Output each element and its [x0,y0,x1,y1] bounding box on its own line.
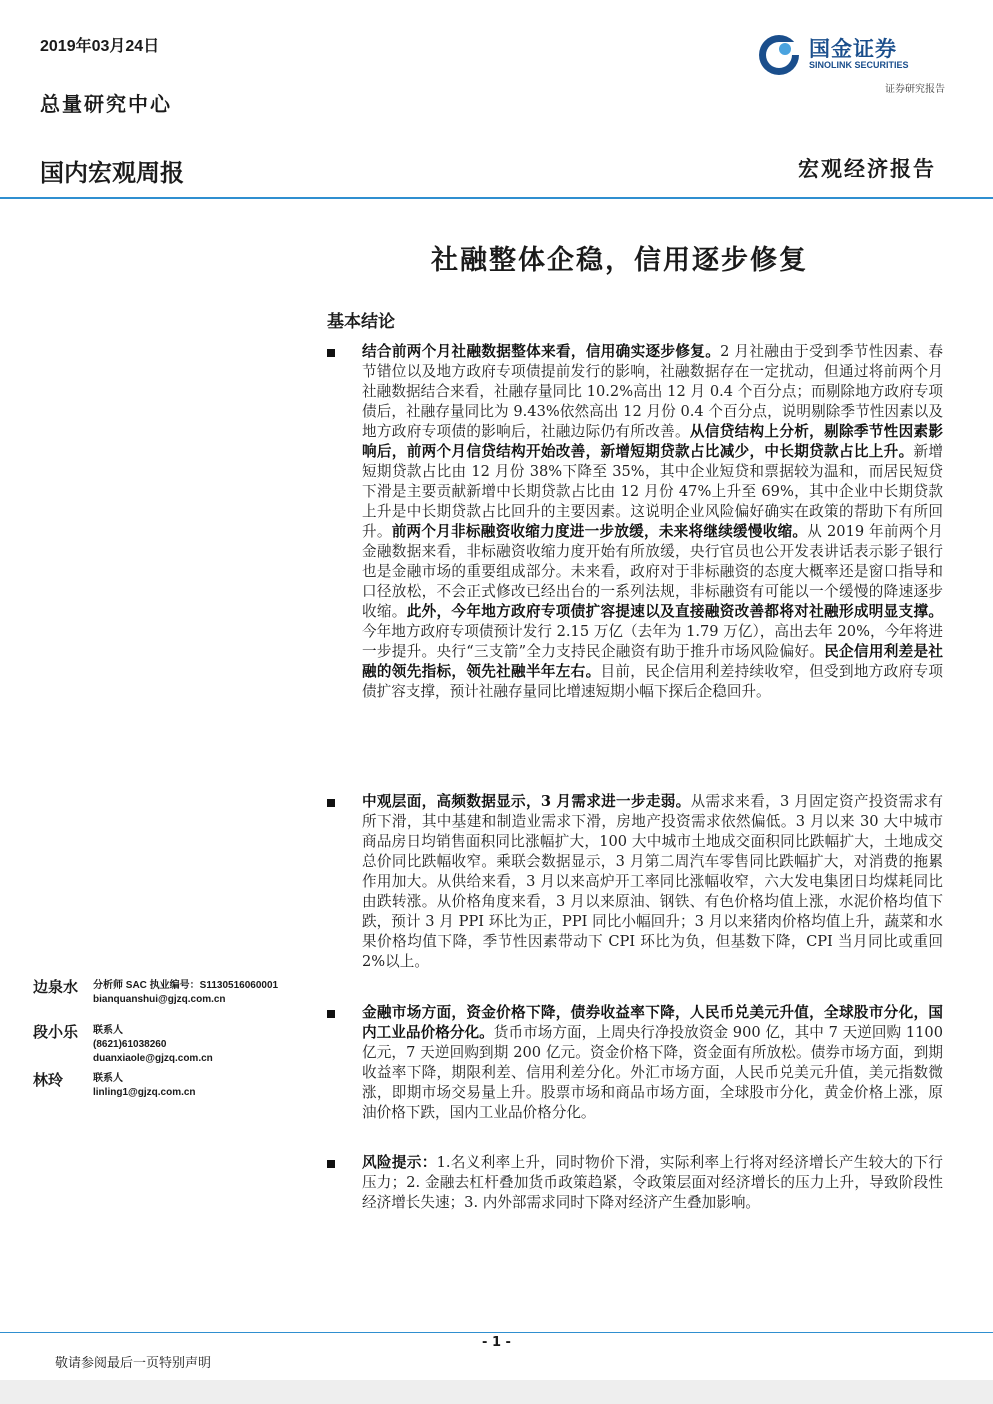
bullet-bold-run: 金融市场方面，资金价格下降，债券收益率下降，人民币兑美元升值，全球股市分化，国内工业品价格分化。 [362,1004,943,1041]
logo-english: SINOLINK SECURITIES [809,60,909,70]
weekly-name: 国内宏观周报 [40,159,184,187]
analyst-name: 段小乐 [33,1023,79,1041]
section-title: 基本结论 [327,312,395,332]
bullet-item [327,792,943,972]
bullet-run: 目前，民企信用利差持续收窄，但受到地方政府专项债扩容支撑，预计社融存量同比增速短期小幅下探后企稳回升。 [362,663,943,700]
research-center: 总量研究中心 [40,92,172,116]
bullet-bold-run: 从信贷结构上分析，剔除季节性因素影响后，前两个月信贷结构开始改善，新增短期贷款占比减少，中长期贷款占比上升。 [362,423,943,460]
analyst-card [33,976,278,1007]
bullet-bold-run: 此外，今年地方政府专项债扩容提速以及直接融资改善都将对社融形成明显支撑。 [406,603,943,620]
bullet-run: 2 月社融由于受到季节性因素、春节错位以及地方政府专项债提前发行的影响，社融数据存在一定扰动，但通过将前两个月社融数据结合来看，社融存量同比 10.2%高出 12 月 0.4 个百分点；而剔除地方政府专项债后，社融存量同比为 9.43%依然高出 12 月份 0.4 个百分点，说明剔除季节性因素以及地方政府专项债的影响后，社融边际仍有所改善。 [362,343,943,440]
disclaimer: 敬请参阅最后一页特别声明 [55,1356,212,1371]
bullet-bold-run: 前两个月非标融资收缩力度进一步放缓，未来将继续缓慢收缩。 [391,523,808,540]
bullet-square-icon [327,1010,335,1018]
report-type: 证券研究报告 [885,84,945,95]
report-date: 2019年03月24日 [40,38,160,55]
analyst-role: 联系人 [93,1073,123,1084]
analyst-email: bianquanshui@gjzq.com.cn [93,994,226,1005]
analyst-name: 边泉水 [33,978,79,996]
bullet-text [362,1003,943,1123]
analyst-name: 林玲 [33,1071,64,1089]
bullet-item [327,1003,943,1123]
analyst-email: duanxiaole@gjzq.com.cn [93,1053,213,1064]
bullet-item [327,1153,943,1213]
report-title: 社融整体企稳，信用逐步修复 [431,245,808,276]
bullet-square-icon [327,799,335,807]
bullet-text [362,792,943,972]
report-category: 宏观经济报告 [798,156,936,181]
bullet-run: 从 2019 年前两个月金融数据来看，非标融资收缩力度开始有所放缓，央行官员也公开发表讲话表示影子银行也是金融市场的重要组成部分。未来看，政府对于非标融资的态度大概率还是窗口指导和口径放松，不会正式修改已经出台的一系列法规，非标融资有可能以一个缓慢的降速逐步收缩。 [362,523,943,620]
bullet-bold-run: 中观层面，高频数据显示，3 月需求进一步走弱。 [362,793,691,810]
bullet-run: 1.名义利率上升，同时物价下滑，实际利率上行将对经济增长产生较大的下行压力；2. 金融去杠杆叠加货币政策趋紧，令政策层面对经济增长的压力上升，导致阶段性经济增长失速；3. 内外部需求同时下降对经济产生叠加影响。 [362,1154,943,1211]
analyst-role: 联系人 [93,1025,123,1036]
analyst-email: linling1@gjzq.com.cn [93,1087,196,1098]
bullet-text [362,1153,943,1213]
logo-mark-icon [757,33,803,77]
sinolink-logo [757,33,947,78]
page-number: - 1 - [482,1335,511,1350]
bullet-square-icon [327,349,335,357]
header-divider [0,197,993,199]
bullet-run: 今年地方政府专项债预计发行 2.15 万亿（去年为 1.79 万亿），高出去年 20%，今年将进一步提升。央行“三支箭”全力支持民企融资有助于推升市场风险偏好。 [362,623,943,660]
bullet-item [327,342,943,702]
bullet-run: 从需求来看，3 月固定资产投资需求有所下滑，其中基建和制造业需求下滑，房地产投资需求依然偏低。3 月以来 30 大中城市商品房日均销售面积同比涨幅扩大，100 大中城市土地成交面积同比跌幅扩大，土地成交总价同比跌幅收窄。乘联会数据显示，3 月第二周汽车零售同比跌幅扩大，对消费的拖累作用加大。从供给来看，3 月以来高炉开工率同比涨幅收窄，六大发电集团日均煤耗同比由跌转涨。从价格角度来看，3 月以来原油、钢铁、有色价格均值上涨，水泥价格均值下跌，预计 3 月 PPI 环比为正，PPI 同比小幅回升；3 月以来猪肉价格均值上升，蔬菜和水果价格均值下降，季节性因素带动下 CPI 环比为负，但基数下降，CPI 当月同比或重回 2%以上。 [362,793,943,970]
analyst-card [33,1069,196,1100]
bullet-bold-run: 风险提示： [362,1154,437,1171]
bullet-run: 新增短期贷款占比由 12 月份 38%下降至 35%，其中企业短贷和票据较为温和，而居民短贷下滑是主要贡献新增中长期贷款占比由 12 月份 47%上升至 69%，其中企业中长期贷款上升是中长期贷款占比回升的主要因素。这说明企业风险偏好确实在政策的帮助下有所回升。 [362,443,943,540]
footer-divider [0,1332,993,1333]
bullet-run: 货币市场方面，上周央行净投放资金 900 亿，其中 7 天逆回购 1100 亿元，7 天逆回购到期 200 亿元。资金价格下降，资金面有所放松。债券市场方面，到期收益率下降，期限利差、信用利差分化。外汇市场方面，人民币兑美元升值，美元指数微涨，即期市场交易量上升。股票市场和商品市场方面，全球股市分化，黄金价格上涨，原油价格下跌，国内工业品价格分化。 [362,1024,943,1121]
bullet-bold-run: 民企信用利差是社融的领先指标，领先社融半年左右。 [362,643,943,680]
bullet-bold-run: 结合前两个月社融数据整体来看，信用确实逐步修复。 [362,343,721,360]
analyst-phone: (8621)61038260 [93,1039,167,1050]
analyst-card [33,1021,213,1066]
analyst-cert: 分析师 SAC 执业编号：S1130516060001 [93,980,279,991]
bullet-square-icon [327,1160,335,1168]
logo-chinese: 国金证券 [809,37,897,61]
footer-bar [0,1380,993,1404]
bullet-text [362,342,943,702]
